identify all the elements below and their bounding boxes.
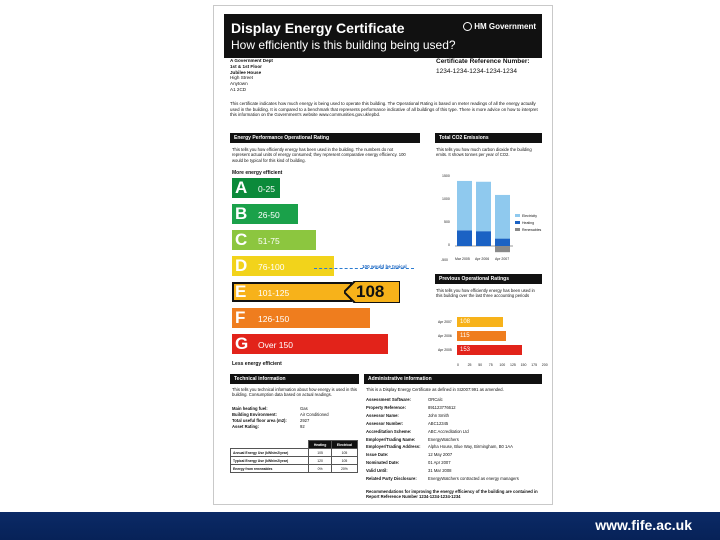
tech-label: Main heating fuel: [232,406,268,411]
admin-value: 01 Apr 2007 [428,460,451,466]
operational-rating-bar: Energy Performance Operational Rating [230,133,420,143]
admin-value: Alpha House, Blue Way, Birmingham, B0 1AA [428,444,513,450]
admin-label: Issue Date: [366,452,389,458]
government-logo: HM Government [463,22,536,31]
prev-category: Apr 2007 [438,320,452,324]
footer-banner [0,512,720,540]
table-header-row [231,441,358,449]
more-efficient-label: More energy efficient [232,170,283,176]
intro-text: This certificate indicates how much energy is being used to operate this building. The Operational Rating is based on meter readings of all the energy actually used in the building. It is compared to a benchmark that represents performance indicative of all buildings of this type. There is more advice on how to interpret this information on the Government's website www.communities.gov.uk/epbd. [230,101,538,118]
admin-value: ORCalc [428,397,443,402]
prev-xtick: 125 [510,363,516,367]
band-letter: A [235,178,248,197]
certificate-reference-label: Certificate Reference Number: [436,58,530,65]
tech-value: 2927 [300,418,310,423]
table-row [231,449,358,457]
legend-swatch [515,221,520,224]
table-header: Electrical [331,441,357,449]
typical-label: 100 would be typical [362,264,407,269]
co2-ytick: 1500 [442,174,450,178]
legend-heating: Heating [515,221,534,225]
tech-label: Building Environment: [232,412,277,417]
co2-xtick: Apr 2007 [495,257,510,261]
co2-description: This tells you how much carbon dioxide the building emits. It shows tonnes per year of CO2. [436,147,532,158]
co2-bar-renewables [495,246,510,252]
admin-recommendation: Recommendations for improving the energy efficiency of the building are contained in Report Reference Number 1234-1234-1234-1234 [366,489,538,500]
table-row [231,465,358,473]
admin-value: EnergyWatchers [428,436,459,442]
tech-value: Air Conditioned [300,412,329,417]
band-letter: C [235,230,248,249]
footer-url[interactable]: www.fife.ac.uk [595,517,692,533]
band-letter: E [235,282,247,301]
crest-icon [463,22,472,31]
prev-xtick: 200 [541,363,548,367]
band-f [232,308,370,328]
table-cell: 20% [331,465,357,473]
admin-value: 12 May 2007 [428,452,453,458]
band-range: 26-50 [258,210,280,220]
prev-bar: 153 [457,345,522,355]
table-cell [231,441,309,449]
address-line: Jubilee House [230,69,262,75]
admin-label: Nominated Date: [366,460,400,466]
prev-xtick: 50 [478,363,483,367]
legend-renewables: Renewables [515,228,541,232]
tech-label: Asset Rating: [232,424,259,429]
energy-use-table [230,440,358,473]
co2-bar-heating [457,230,472,246]
admin-label: Assessor Number: [366,420,404,426]
prev-xtick: 150 [520,363,527,367]
energy-certificate-document [213,5,553,505]
band-letter: F [235,308,246,327]
previous-ratings-bar: Previous Operational Ratings [435,274,542,284]
address-line: Anytown [230,81,248,87]
current-rating-value: 108 [356,282,385,301]
previous-description: This tells you how efficiently energy has been used in this building over the last three accounting periods [436,288,535,299]
technical-info-bar: Technical information [230,374,359,384]
prev-xtick: 25 [467,363,472,367]
admin-value: EnergyWatchers contracted as energy managers [428,476,519,481]
co2-xtick: Mar 2005 [455,257,470,261]
co2-ytick: 500 [444,220,450,224]
table-cell: 120 [309,457,332,465]
tech-value: Gas [300,406,308,411]
band-range: 76-100 [258,262,285,272]
band-d [232,256,334,276]
co2-chart [435,169,543,273]
admin-value: ABC Accreditation Ltd [428,428,469,434]
previous-ratings-chart [435,313,548,373]
co2-ytick: 1000 [442,197,450,201]
band-b [232,204,298,224]
prev-xtick: 0 [457,363,459,367]
admin-label: Assessor Name: [366,412,399,418]
address-line: High Street [230,75,253,81]
co2-bar-electricity [495,195,510,239]
table-cell: 105 [331,457,357,465]
certificate-header [224,14,542,58]
table-cell: 0% [309,465,332,473]
tech-label: Total useful floor area (m2): [232,418,287,423]
co2-bar-heating [476,231,491,246]
co2-ytick: -500 [441,258,449,262]
table-cell: 105 [331,449,357,457]
band-c [232,230,316,250]
band-range: 0-25 [258,184,276,194]
certificate-title: Display Energy Certificate [231,20,405,36]
admin-value: 891123776612 [428,404,456,410]
legend-swatch [515,228,520,231]
admin-label: Valid Until: [366,468,388,474]
band-g [232,334,388,354]
co2-xtick: Apr 2006 [475,257,490,261]
legend-swatch [515,214,520,217]
admin-info-bar: Administrative information [364,374,542,384]
technical-description: This tells you technical information about how energy is used in this building. Consumption data based on actual readings. [232,387,357,398]
co2-bar-heating [495,239,510,246]
band-letter: B [235,204,248,223]
band-letter: D [235,256,248,275]
band-letter: G [235,334,249,353]
table-row [231,457,358,465]
table-header: Heating [309,441,332,449]
table-cell: Typical Energy Use (kWh/m2/year) [231,457,309,465]
admin-label: Accreditation Scheme: [366,428,412,434]
certificate-reference-number: 1234-1234-1234-1234-1234 [436,68,517,75]
band-range: Over 150 [258,340,293,350]
band-range: 101-125 [258,288,290,298]
less-efficient-label: Less energy efficient [232,361,282,367]
admin-value: ABC12345 [428,420,449,426]
operational-description: This tells you how efficiently energy has been used in the building. The numbers do not represent actual units of energy consumed; they represent comparative energy efficiency. 100 would be typical for this kind of building. [232,147,406,163]
co2-emissions-bar: Total CO2 Emissions [435,133,542,143]
admin-label: Property Reference: [366,404,407,410]
address-line: A1 2CD [230,86,247,92]
admin-value: John Smith [428,412,449,418]
address-line: 1st & 1st Floor [230,63,262,69]
prev-xtick: 75 [488,363,493,367]
prev-xtick: 100 [499,363,506,367]
certificate-subtitle: How efficiently is this building being used? [231,38,456,52]
current-rating-marker [344,281,400,303]
band-a [232,178,280,198]
prev-bar: 115 [457,331,506,341]
band-range: 51-75 [258,236,280,246]
prev-category: Apr 2005 [438,348,452,352]
table-cell: 105 [309,449,332,457]
building-address [230,58,273,93]
prev-category: Apr 2006 [438,334,452,338]
tech-value: 92 [300,424,305,429]
admin-label: Related Party Disclosure: [366,476,417,481]
admin-label: Employer/Trading Name: [366,436,416,442]
band-e [232,282,352,302]
address-line: A Government Dept [230,58,273,63]
co2-bar-electricity [476,182,491,231]
legend-electricity: Electricity [515,214,537,218]
admin-label: Assessment Software: [366,397,411,402]
admin-label: Employer/Trading Address: [366,444,421,450]
table-cell: Annual Energy Use (kWh/m2/year) [231,449,309,457]
band-range: 126-150 [258,314,290,324]
admin-intro: This is a Display Energy Certificate as defined in SI2007:991 as amended. [366,387,504,392]
prev-xtick: 175 [531,363,538,367]
co2-bar-electricity [457,181,472,230]
prev-bar: 108 [457,317,503,327]
table-cell: Energy from renewables [231,465,309,473]
admin-value: 31 Mar 2008 [428,468,452,474]
co2-ytick: 0 [448,243,450,247]
